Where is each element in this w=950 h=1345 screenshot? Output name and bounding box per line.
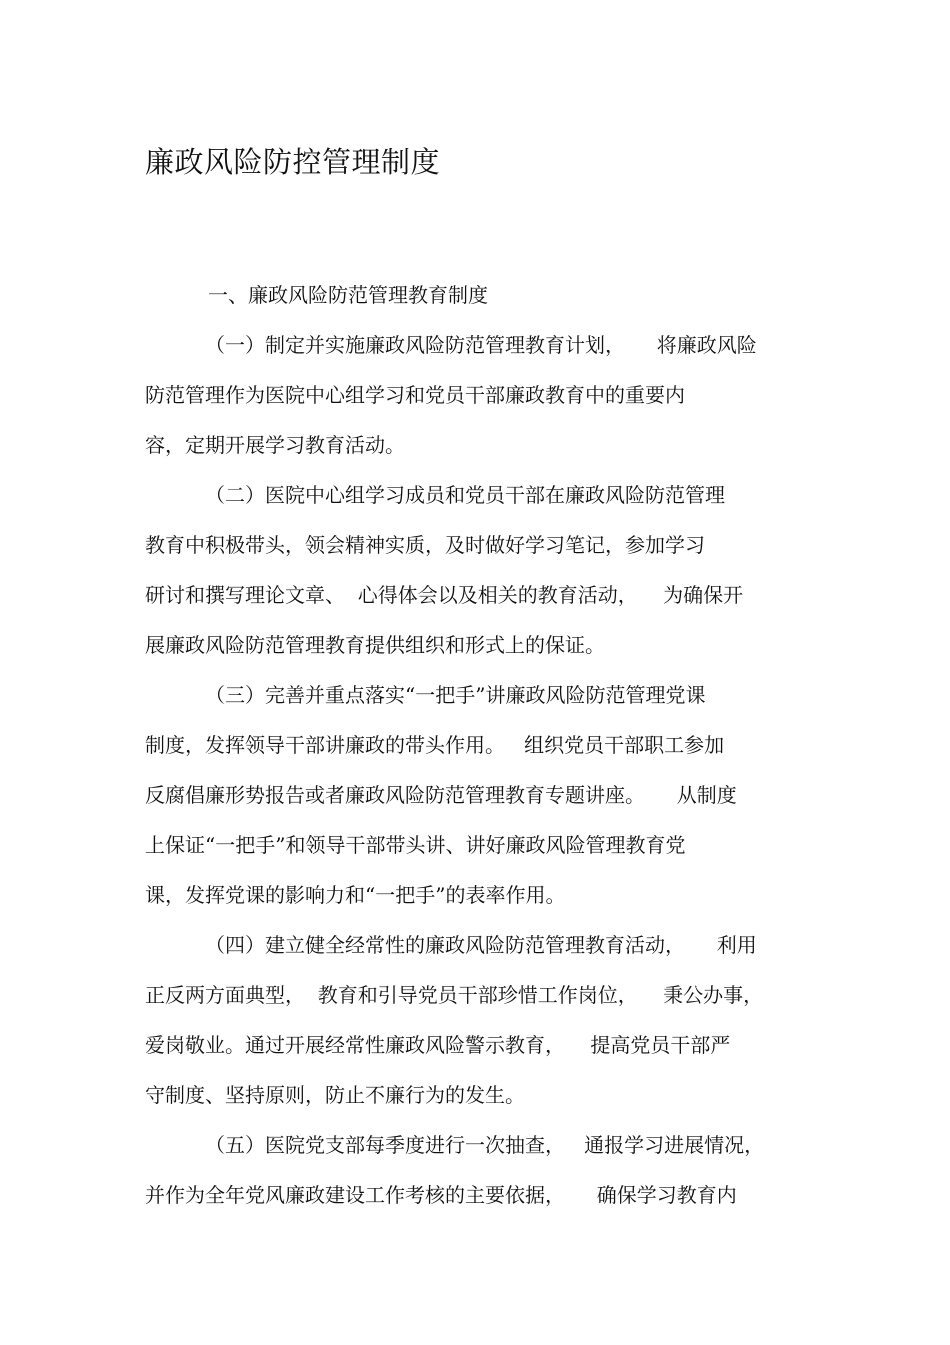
paragraph-line: 守制度、坚持原则，防止不廉行为的发生。 [145, 1083, 525, 1107]
paragraph-line: 爱岗敬业。通过开展经常性廉政风险警示教育， 提高党员干部严 [145, 1033, 731, 1057]
document-title: 廉政风险防控管理制度 [145, 145, 441, 179]
paragraph-line: （三）完善并重点落实“一把手”讲廉政风险防范管理党课 [205, 683, 706, 707]
paragraph-line: （四）建立健全经常性的廉政风险防范管理教育活动， 利用 [205, 933, 757, 957]
paragraph-line: 反腐倡廉形势报告或者廉政风险防范管理教育专题讲座。 从制度 [145, 783, 737, 807]
paragraph-line: （一）制定并实施廉政风险防范管理教育计划， 将廉政风险 [205, 333, 757, 357]
section-heading: 一、廉政风险防范管理教育制度 [208, 283, 488, 307]
paragraph-line: 正反两方面典型， 教育和引导党员干部珍惜工作岗位， 秉公办事， [145, 983, 764, 1007]
paragraph-line: 并作为全年党风廉政建设工作考核的主要依据， 确保学习教育内 [145, 1183, 737, 1207]
paragraph-line: （二）医院中心组学习成员和党员干部在廉政风险防范管理 [205, 483, 725, 507]
paragraph-line: 研讨和撰写理论文章、 心得体会以及相关的教育活动， 为确保开 [145, 583, 744, 607]
paragraph-line: 教育中积极带头，领会精神实质，及时做好学习笔记，参加学习 [145, 533, 705, 557]
paragraph-line: （五）医院党支部每季度进行一次抽查， 通报学习进展情况， [205, 1133, 765, 1157]
paragraph-line: 防范管理作为医院中心组学习和党员干部廉政教育中的重要内 [145, 383, 685, 407]
paragraph-line: 课，发挥党课的影响力和“一把手”的表率作用。 [145, 883, 566, 907]
paragraph-line: 展廉政风险防范管理教育提供组织和形式上的保证。 [145, 633, 605, 657]
paragraph-line: 上保证“一把手”和领导干部带头讲、讲好廉政风险管理教育党 [145, 833, 686, 857]
paragraph-line: 容，定期开展学习教育活动。 [145, 433, 405, 457]
paragraph-line: 制度，发挥领导干部讲廉政的带头作用。 组织党员干部职工参加 [145, 733, 725, 757]
